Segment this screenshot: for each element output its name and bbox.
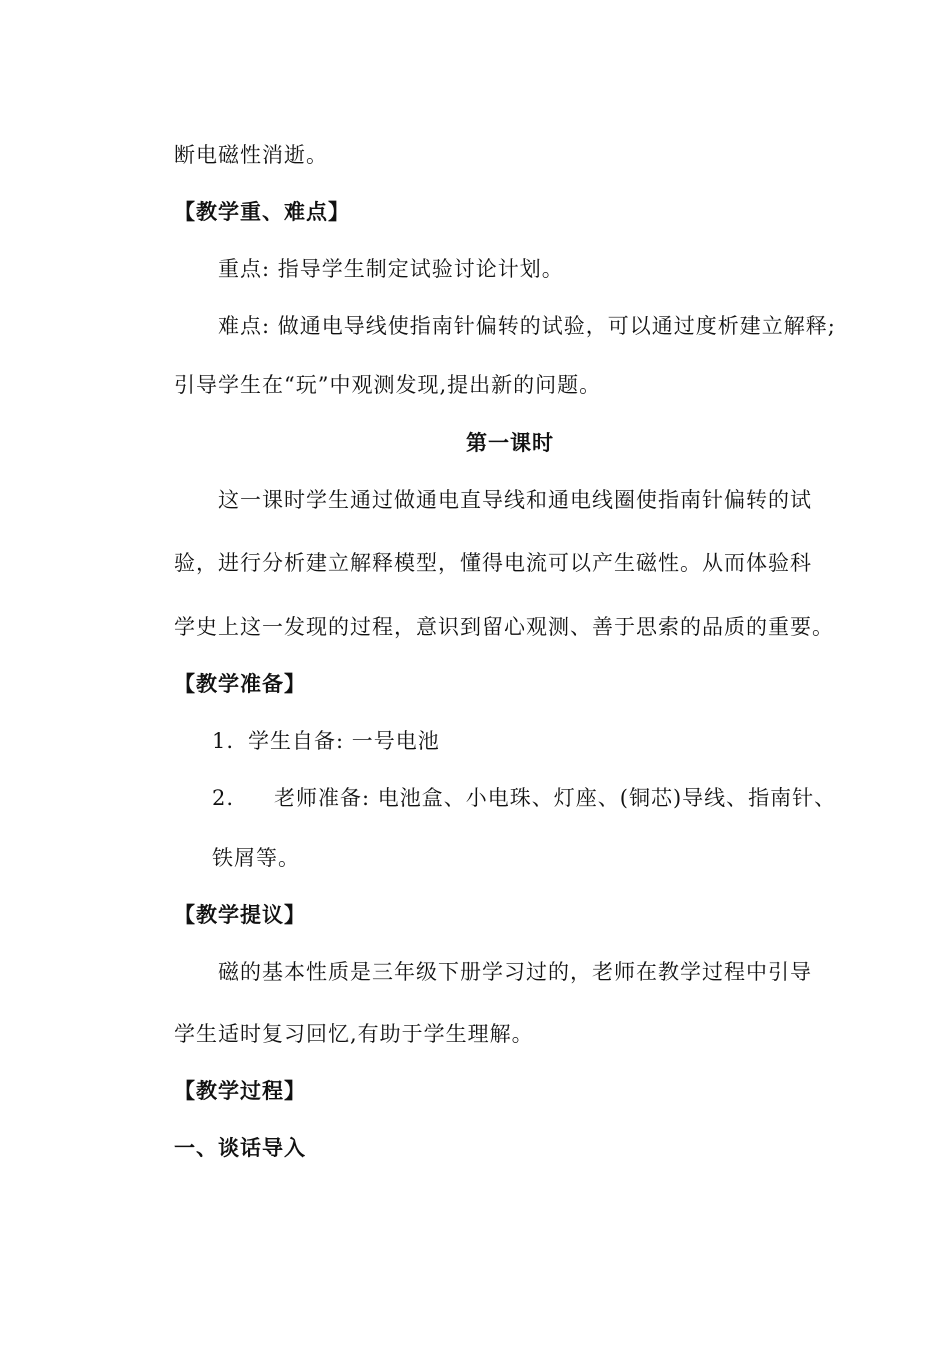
preparation-heading: 【教学准备】 <box>174 672 306 696</box>
item-number: 1. <box>212 729 235 753</box>
preparation-item-1 <box>212 726 440 756</box>
intro-tail-text: 断电磁性消逝。 <box>174 143 328 167</box>
suggestion-line1: 磁的基本性质是三年级下册学习过的，老师在教学过程中引导 <box>218 960 812 984</box>
item-number: 2. <box>212 786 235 810</box>
difficulty-text-line1: 难点: 做通电导线使指南针偏转的试验，可以通过度析建立解释; <box>218 314 836 338</box>
lesson-intro-line3: 学史上这一发现的过程，意识到留心观测、善于思索的品质的重要。 <box>174 615 834 639</box>
difficulty-text-line2: 引导学生在“玩”中观测发现,提出新的问题。 <box>174 373 602 397</box>
suggestion-line2: 学生适时复习回忆,有助于学生理解。 <box>174 1022 534 1046</box>
preparation-item-2-continuation: 铁屑等。 <box>212 846 300 870</box>
suggestion-heading: 【教学提议】 <box>174 903 306 927</box>
process-step-1: 一、谈话导入 <box>174 1136 306 1160</box>
lesson-intro-line1: 这一课时学生通过做通电直导线和通电线圈使指南针偏转的试 <box>218 488 812 512</box>
item-text: 学生自备: 一号电池 <box>248 729 440 753</box>
lesson-title: 第一课时 <box>466 431 554 455</box>
preparation-item-2 <box>212 783 836 813</box>
key-points-heading: 【教学重、难点】 <box>174 200 350 224</box>
process-heading: 【教学过程】 <box>174 1079 306 1103</box>
key-point-text: 重点: 指导学生制定试验讨论计划。 <box>218 257 564 281</box>
lesson-intro-line2: 验，进行分析建立解释模型，懂得电流可以产生磁性。从而体验科 <box>174 551 812 575</box>
item-text: 老师准备: 电池盒、小电珠、灯座、(铜芯)导线、指南针、 <box>274 786 837 810</box>
